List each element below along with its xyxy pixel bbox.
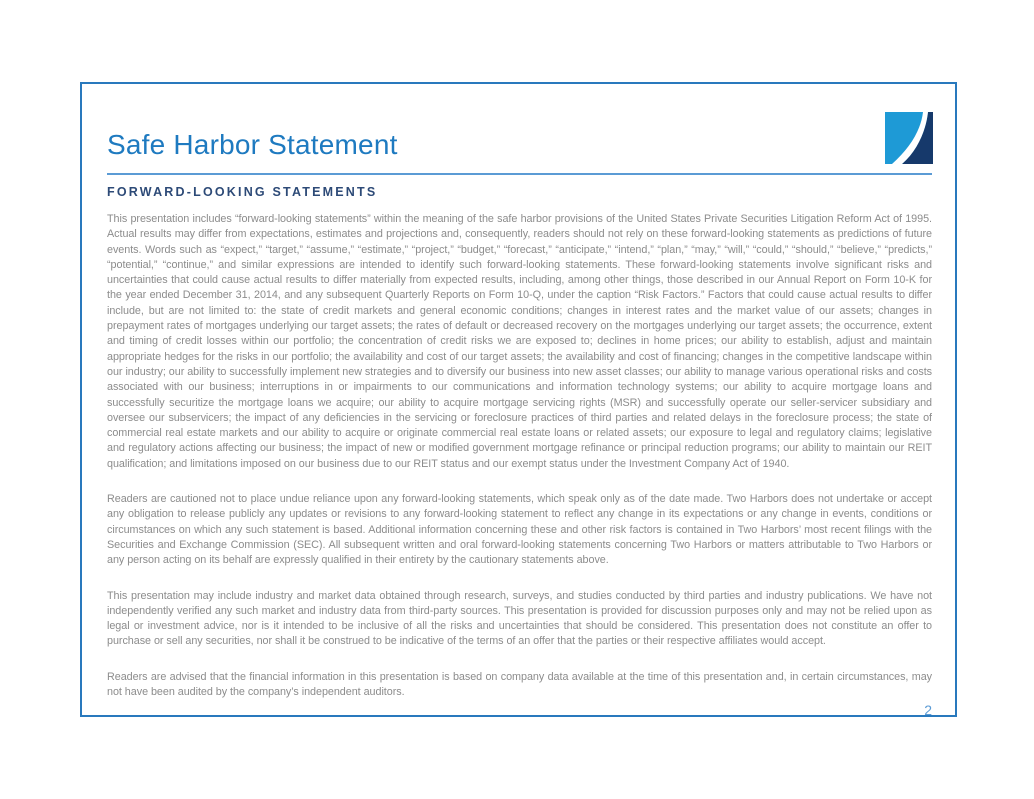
page-number: 2 — [924, 702, 932, 719]
body-copy — [107, 212, 932, 700]
slide-frame — [80, 82, 957, 717]
section-heading: FORWARD-LOOKING STATEMENTS — [107, 185, 378, 199]
page-title: Safe Harbor Statement — [107, 129, 398, 160]
body-paragraph: Readers are advised that the financial information in this presentation is based on company data available at the time of this presentation and, in certain circumstances, may not have been audited by the company’s independent auditors. — [107, 670, 932, 699]
body-paragraph: Readers are cautioned not to place undue reliance upon any forward-looking statements, which speak only as of the date made. Two Harbors does not undertake or accept any obligation to release publicly any updates or revisions to any forward-looking statement to reflect any change in its expectations or any change in events, conditions or circumstances on which any such statement is based. Additional information concerning these and other risk factors is contained in Two Harbors’ most recent filings with the Securities and Exchange Commission (SEC). All subsequent written and oral forward-looking statements concerning Two Harbors or matters attributable to Two Harbors or any person acting on its behalf are expressly qualified in their entirety by the cautionary statements above. — [107, 493, 932, 567]
body-paragraph: This presentation includes “forward-looking statements” within the meaning of the safe harbor provisions of the United States Private Securities Litigation Reform Act of 1995. Actual results may differ from expectations, estimates and projections and, consequently, readers should not rely on these forward-looking statements as predictions of future events. Words such as “expect,” “target,” “assume,” “estimate,” “project,” “budget,” “forecast,” “anticipate,” “intend,” “plan,” “may,” “will,” “could,” “should,” “believe,” “predicts,” “potential,” “continue,” and similar expressions are intended to identify such forward-looking statements. These forward-looking statements involve significant risks and uncertainties that could cause actual results to differ materially from expected results, including, among other things, those described in our Annual Report on Form 10-K for the year ended December 31, 2014, and any subsequent Quarterly Reports on Form 10-Q, under the caption “Risk Factors.” Factors that could cause actual results to differ include, but are not limited to: the state of credit markets and general economic conditions; changes in interest rates and the market value of our assets; changes in prepayment rates of mortgages underlying our target assets; the rates of default or decreased recovery on the mortgages underlying our target assets; the occurrence, extent and timing of credit losses within our portfolio; the concentration of credit risks we are exposed to; declines in home prices; our ability to establish, adjust and maintain appropriate hedges for the risks in our portfolio; the availability and cost of our target assets; the availability and cost of financing; changes in the competitive landscape within our industry; our ability to successfully implement new strategies and to diversify our business into new asset classes; our ability to manage various operational risks and costs associated with our business; interruptions in or impairments to our communications and information technology systems; our ability to acquire mortgage loans and successfully securitize the mortgage loans we acquire; our ability to acquire mortgage servicing rights (MSR) and successfully operate our seller-servicer subsidiary and oversee our subservicers; the impact of any deficiencies in the servicing or foreclosure practices of third parties and related delays in the foreclosure process; the state of commercial real estate markets and our ability to acquire or originate commercial real estate loans or related assets; our exposure to legal and regulatory claims; legislative and regulatory actions affecting our business; the impact of new or modified government mortgage refinance or principal reduction programs; our ability to maintain our REIT qualification; and limitations imposed on our business due to our REIT status and our exempt status under the Investment Company Act of 1940. — [107, 213, 932, 470]
body-paragraph: This presentation may include industry and market data obtained through research, surveys, and studies conducted by third parties and industry publications. We have not independently verified any such market and industry data from third-party sources. This presentation is provided for discussion purposes only and may not be relied upon as legal or investment advice, nor is it intended to be inclusive of all the risks and uncertainties that should be considered. This presentation does not constitute an offer to purchase or sell any securities, nor shall it be construed to be indicative of the terms of an offer that the parties or their respective affiliates would accept. — [107, 589, 932, 648]
two-harbors-logo-icon — [885, 112, 933, 164]
slide-content — [82, 84, 955, 719]
